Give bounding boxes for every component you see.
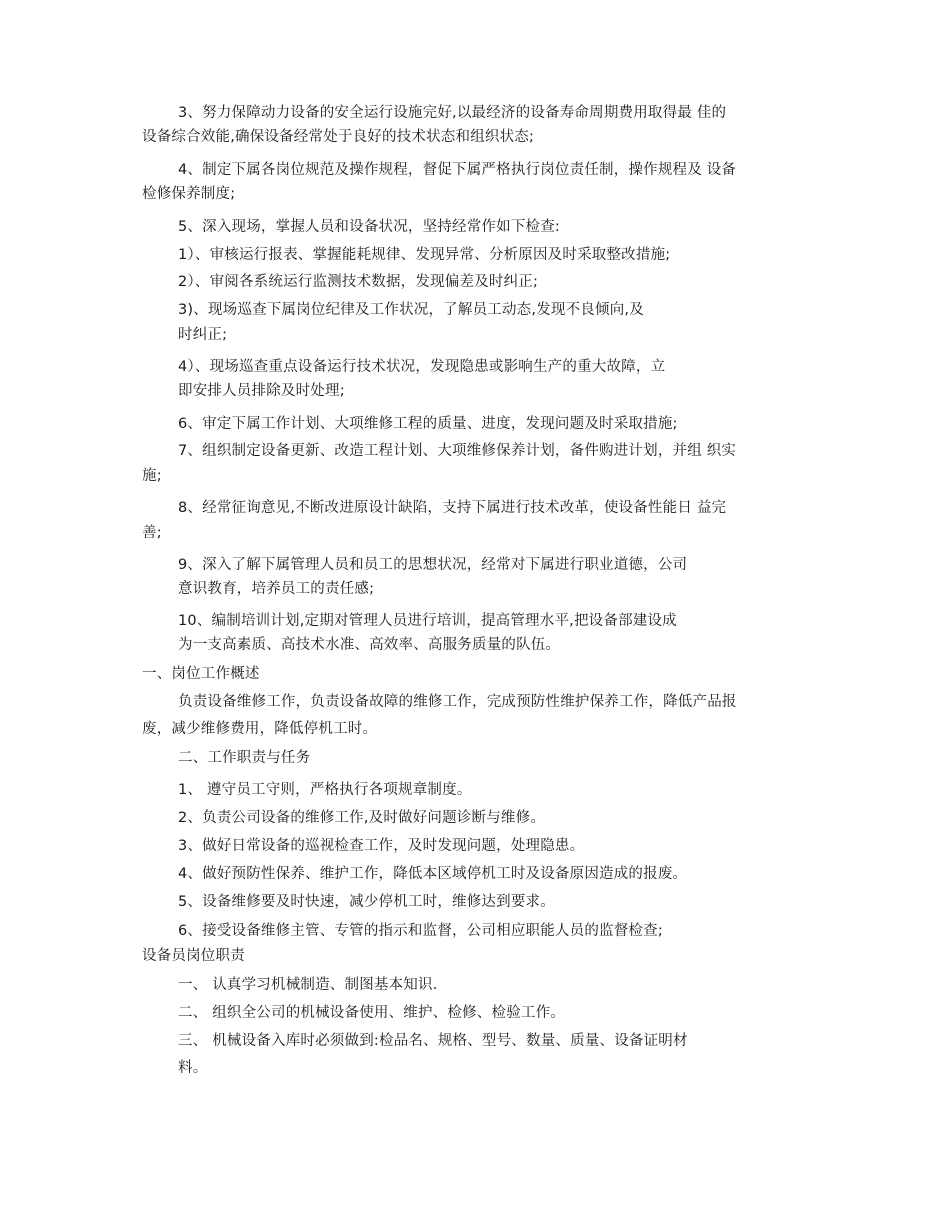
text-line: 二、 组织全公司的机械设备使用、维护、检修、检验工作。 [178,1005,566,1021]
text-line: 3)、现场巡查下属岗位纪律及工作状况，了解员工动态,发现不良倾向,及 [178,302,644,318]
text-line: 7、组织制定设备更新、改造工程计划、大项维修保养计划，备件购进计划，并组 织实 [178,443,737,459]
text-line: 即安排人员排除及时处理; [178,383,345,399]
text-line: 1）、审核运行报表、掌握能耗规律、发现异常、分析原因及时采取整改措施; [178,247,671,263]
text-line: 废，减少维修费用，降低停机工时。 [142,721,378,737]
text-line: 8、经常征询意见,不断改进原设计缺陷，支持下属进行技术改革，使设备性能日 益完 [178,500,727,516]
text-line: 3、做好日常设备的巡视检查工作，及时发现问题，处理隐患。 [178,838,585,854]
text-line: 为一支高素质、高技术水准、高效率、高服务质量的队伍。 [178,637,561,653]
section-heading: 一、岗位工作概述 [142,666,260,682]
section-heading: 二、工作职责与任务 [178,750,311,766]
text-line: 2、负责公司设备的维修工作,及时做好问题诊断与维修。 [178,810,546,826]
text-line: 4、做好预防性保养、维护工作，降低本区域停机工时及设备原因造成的报废。 [178,866,688,882]
text-line: 6、审定下属工作计划、大项维修工程的质量、进度，发现问题及时采取措施; [178,416,678,432]
text-line: 三、 机械设备入库时必须做到:检品名、规格、型号、数量、质量、设备证明材 [178,1033,688,1049]
text-line: 意识教育，培养员工的责任感; [178,581,375,597]
text-line: 3、努力保障动力设备的安全运行设施完好,以最经济的设备寿命周期费用取得最 佳的 [178,105,727,121]
text-line: 2）、审阅各系统运行监测技术数据，发现偏差及时纠正; [178,274,539,290]
text-line: 时纠正; [178,327,228,343]
text-line: 6、接受设备维修主管、专管的指示和监督，公司相应职能人员的监督检查; [178,923,663,939]
section-heading: 设备员岗位职责 [142,948,245,964]
text-line: 4）、现场巡查重点设备运行技术状况，发现隐患或影响生产的重大故障，立 [178,359,666,375]
text-line: 检修保养制度; [142,186,236,202]
text-line: 1、 遵守员工守则，严格执行各项规章制度。 [178,782,472,798]
text-line: 料。 [178,1060,208,1076]
text-line: 9、深入了解下属管理人员和员工的思想状况，经常对下属进行职业道德，公司 [178,557,688,573]
text-line: 善; [142,525,162,541]
text-line: 负责设备维修工作，负责设备故障的维修工作，完成预防性维护保养工作，降低产品报 [178,694,737,710]
text-line: 一、 认真学习机械制造、制图基本知识. [178,977,438,993]
text-line: 施; [142,468,162,484]
text-line: 5、深入现场，掌握人员和设备状况，坚持经常作如下检查: [178,219,561,235]
text-line: 5、设备维修要及时快速，减少停机工时，维修达到要求。 [178,894,555,910]
text-line: 设备综合效能,确保设备经常处于良好的技术状态和组织状态; [142,129,535,145]
text-line: 4、制定下属各岗位规范及操作规程，督促下属严格执行岗位责任制，操作规程及 设备 [178,162,737,178]
text-line: 10、编制培训计划,定期对管理人员进行培训，提高管理水平,把设备部建设成 [178,613,677,629]
